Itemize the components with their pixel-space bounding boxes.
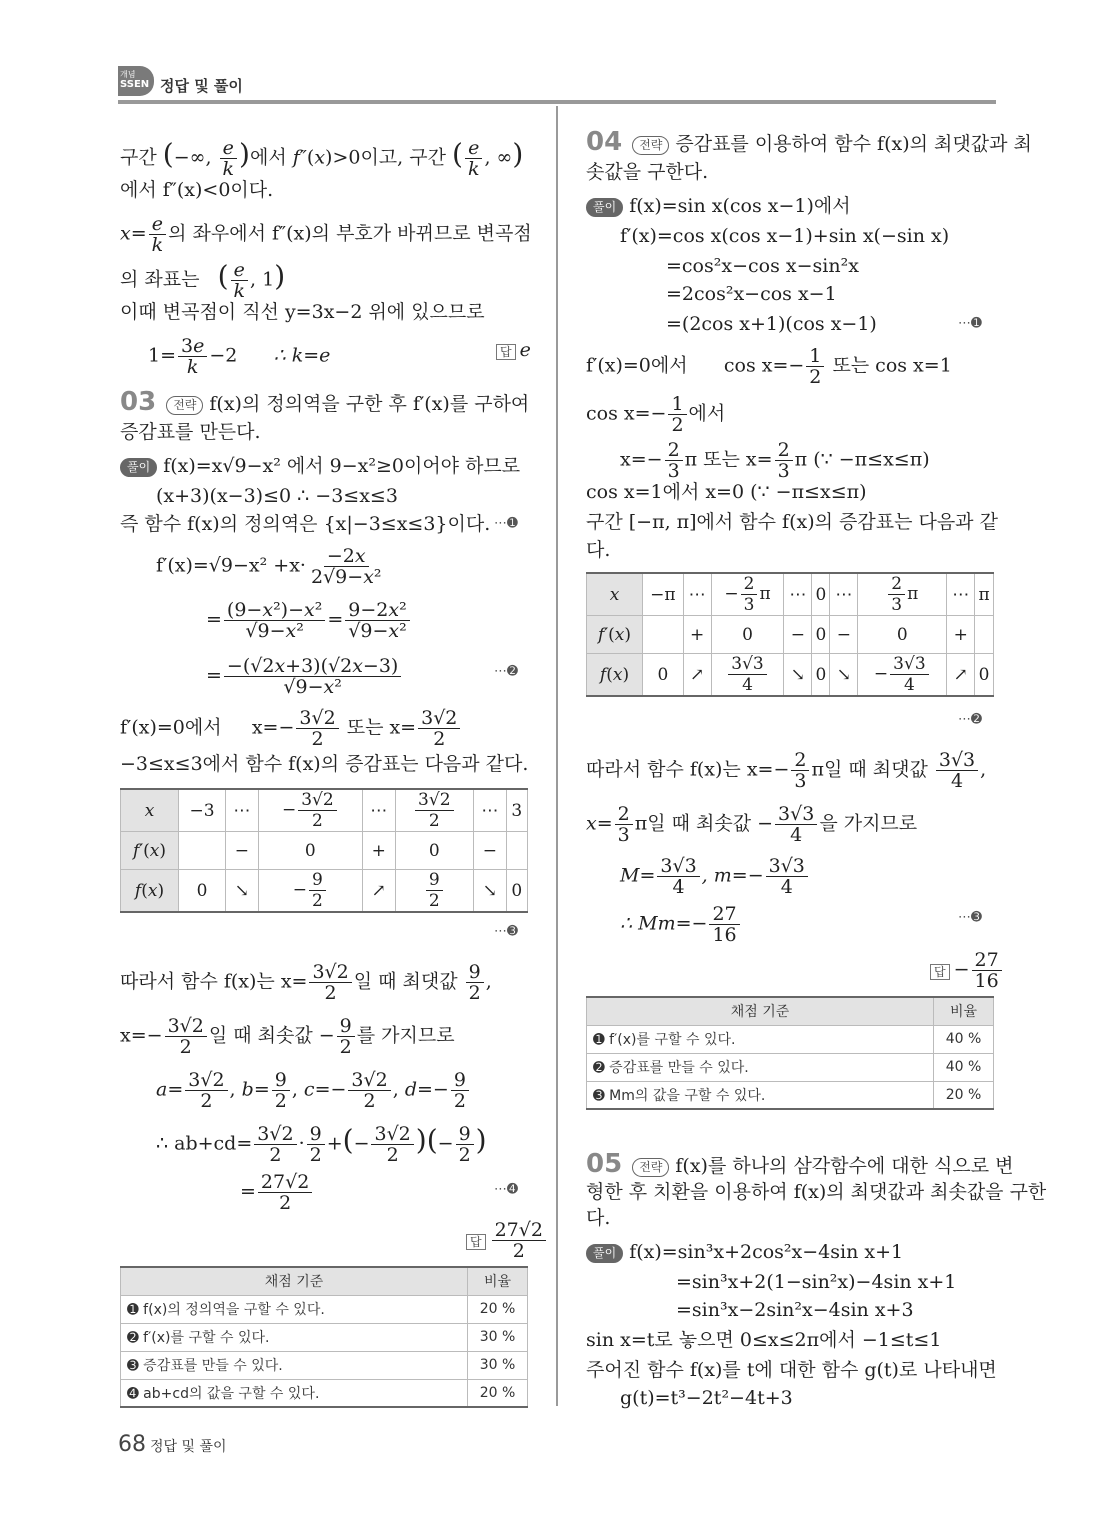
table-cell: 30 %: [468, 1351, 528, 1379]
table-intro: −3≤x≤3에서 함수 f(x)의 증감표는 다음과 같다.: [120, 753, 529, 775]
table-row: [587, 997, 994, 1025]
table-cell: f(x): [587, 654, 643, 697]
table-row: [587, 1081, 994, 1109]
text: ∴ ab+cd=: [156, 1132, 253, 1155]
table-cell: ➌ 증감표를 만들 수 있다.: [121, 1351, 468, 1379]
text: M=: [620, 864, 656, 887]
table-cell: 0: [643, 654, 684, 697]
table-cell: [179, 832, 226, 870]
text: f(x)=x√9−x² 에서 9−x²≥0이어야 하므로: [163, 455, 521, 477]
table-cell: ➋ f′(x)를 구할 수 있다.: [121, 1323, 468, 1351]
question-number: 05: [586, 1149, 623, 1179]
table-cell: 0: [395, 832, 474, 870]
q5-sol-4: sin x=t로 놓으면 0≤x≤2π에서 −1≤t≤1: [586, 1329, 942, 1351]
q5-text-2: 형한 후 치환을 이용하여 f(x)의 최댓값과 최솟값을 구한: [586, 1181, 1047, 1203]
table-cell: ➌ Mm의 값을 구할 수 있다.: [587, 1081, 934, 1109]
left-line-4: 의 좌표는 ( $\frac{e}{k}$ , 1): [120, 259, 286, 302]
answer-1: [496, 336, 531, 366]
answer-4: 답 − $\frac{27}{16}$: [930, 950, 1004, 991]
table-cell: $\frac{3√3}{4}$: [711, 654, 784, 697]
table-cell: −π: [643, 573, 684, 616]
table-cell: 0: [812, 573, 830, 616]
brand-logo: [118, 66, 154, 96]
table-cell: − $\frac{3√3}{4}$: [858, 654, 947, 697]
text: 또는 x=: [346, 716, 417, 739]
table-cell: −: [474, 832, 507, 870]
text: x=: [586, 812, 613, 835]
step-1: ⋯➊: [494, 516, 518, 531]
text: ∴ Mm=−: [620, 912, 708, 935]
table-cell: 0: [975, 654, 994, 697]
text: 일 때 최솟값 −: [208, 1024, 335, 1047]
q4-sol-5: =(2cos x+1)(cos x−1): [666, 313, 877, 335]
table-cell: f(x): [121, 870, 179, 913]
table-cell: ⋯: [947, 573, 975, 616]
text: 또는 cos x=1: [832, 354, 952, 377]
text: f(x)=sin x(cos x−1)에서: [629, 195, 851, 217]
table-cell: +: [947, 616, 975, 654]
table-cell: [975, 616, 994, 654]
q3-sol-3: 즉 함수 f(x)의 정의역은 {x|−3≤x≤3}이다.: [120, 513, 491, 535]
text: π일 때 최솟값 −: [634, 812, 774, 835]
table-cell: 30 %: [468, 1323, 528, 1351]
q4-sol-4: =2cos²x−cos x−1: [666, 283, 837, 305]
question-number: 03: [120, 387, 157, 417]
table-row: [587, 654, 994, 697]
table-cell: −: [784, 616, 812, 654]
page-footer: [118, 1432, 227, 1457]
text: π (∵ −π≤x≤π): [794, 448, 930, 471]
result-3: a= $\frac{3√2}{2}$ , b= $\frac{9}{2}$ , c=− $\frac{3√2}{2}$ , d=− $\frac{9}{2}$: [156, 1070, 471, 1111]
text: 따라서 함수 f(x)는 x=: [120, 970, 308, 993]
table-cell: ⋯: [830, 573, 858, 616]
table-cell: ⋯: [474, 789, 507, 832]
text: f′(x)=0에서: [120, 716, 222, 739]
table-cell: ↗: [947, 654, 975, 697]
table-cell: x: [121, 789, 179, 832]
table-cell: $\frac{9}{2}$: [395, 870, 474, 913]
table-cell: −: [226, 832, 259, 870]
left-line-1: 구간 (−∞, $\frac{e}{k}$ )에서 f″(x)>0이고, 구간 ( $\frac{e}{k}$ , ∞): [120, 137, 524, 180]
deriv-1: f′(x)=√9−x² +x· $\frac{-2x}{\text{2√9−x²}}$: [156, 545, 382, 588]
table-cell: ↗: [683, 654, 711, 697]
text: e: [519, 339, 531, 361]
table-cell: 20 %: [468, 1379, 528, 1407]
q5-sol-6: g(t)=t³−2t²−4t+3: [620, 1387, 793, 1409]
table-header: 채점 기준: [121, 1267, 468, 1295]
grading-criteria-table: [120, 1266, 528, 1408]
q5-sol-5: 주어진 함수 f(x)를 t에 대한 함수 g(t)로 나타내면: [586, 1359, 997, 1381]
strategy-tag: 전략: [632, 1158, 669, 1177]
step-3: ⋯➌: [494, 924, 518, 939]
answer-tag: 답: [496, 344, 516, 360]
text: 에서: [249, 146, 287, 169]
step-2: ⋯➋: [494, 664, 518, 679]
table-cell: ↘: [830, 654, 858, 697]
table-cell: 0: [179, 870, 226, 913]
q4-sol-1: [586, 192, 851, 220]
text: f(x)=sin³x+2cos²x−4sin x+1: [629, 1241, 904, 1263]
table-cell: 40 %: [934, 1025, 994, 1053]
solution-tag: 풀이: [586, 198, 623, 217]
text: 을 가지므로: [819, 812, 918, 835]
text: , m=−: [701, 864, 764, 887]
q4-text-2: 솟값을 구한다.: [586, 161, 709, 183]
text: x=−: [620, 448, 663, 471]
table-row: [121, 870, 528, 913]
question-number: 04: [586, 127, 623, 157]
table-row: [587, 573, 994, 616]
text: cos x=−: [723, 354, 805, 377]
table-cell: f′(x): [121, 832, 179, 870]
table-cell: − $\frac{2}{3}$ π: [711, 573, 784, 616]
table-cell: − $\frac{3√2}{2}$: [258, 789, 362, 832]
logo-top: 개념: [120, 70, 136, 79]
table-cell: x: [587, 573, 643, 616]
header-rule: [118, 100, 996, 104]
left-line-2: 에서 f″(x)<0이다.: [120, 179, 274, 201]
table-cell: 0: [506, 870, 527, 913]
q4-result-1: 따라서 함수 f(x)는 x=− $\frac{2}{3}$ π일 때 최댓값 $\frac{3√3}{4}$ ,: [586, 749, 987, 792]
q5-sol-3: =sin³x−2sin²x−4sin x+3: [676, 1299, 914, 1321]
table-cell: ↘: [474, 870, 507, 913]
table-cell: −: [830, 616, 858, 654]
text: 구간: [120, 146, 157, 169]
step-2: ⋯➋: [958, 712, 982, 727]
step-3: ⋯➌: [958, 910, 982, 925]
text: 이고, 구간: [360, 146, 446, 169]
text: π일 때 최댓값: [811, 758, 928, 781]
text: 따라서 함수 f(x)는 x=−: [586, 758, 790, 781]
left-line-6: 1= $\frac{3e}{k}$ −2 ∴ k=e: [148, 335, 331, 378]
q5-sol-2: =sin³x+2(1−sin²x)−4sin x+1: [676, 1271, 957, 1293]
table-cell: f′(x): [587, 616, 643, 654]
table-cell: 0: [858, 616, 947, 654]
q3-text-2: 증감표를 만든다.: [120, 421, 261, 443]
q4-heading: [586, 128, 1032, 158]
table-cell: − $\frac{9}{2}$: [258, 870, 362, 913]
strategy-tag: 전략: [632, 136, 669, 155]
grading-criteria-table-2: [586, 996, 994, 1110]
q5-text-3: 다.: [586, 1207, 611, 1229]
logo-bottom: SSEN: [120, 79, 150, 90]
answer-tag: 답: [930, 964, 950, 980]
text: ∴ k=e: [273, 344, 331, 367]
table-cell: ➍ ab+cd의 값을 구할 수 있다.: [121, 1379, 468, 1407]
answer-tag: 답: [466, 1234, 486, 1250]
step-1: ⋯➊: [958, 316, 982, 331]
q4-zero: f′(x)=0에서 cos x=− $\frac{1}{2}$ 또는 cos x=1: [586, 345, 952, 388]
text: 를 가지므로: [356, 1024, 455, 1047]
q4-x: x=− $\frac{2}{3}$ π 또는 x= $\frac{2}{3}$ π (∵ −π≤x≤π): [620, 439, 930, 482]
table-cell: 20 %: [468, 1295, 528, 1323]
table-header: 비율: [934, 997, 994, 1025]
q3-sol-2: (x+3)(x−3)≤0 ∴ −3≤x≤3: [156, 485, 398, 507]
table-cell: +: [362, 832, 395, 870]
text: f(x)의 정의역을 구한 후 f′(x)를 구하여: [209, 393, 530, 415]
table-row: [587, 1053, 994, 1081]
table-cell: ➊ f(x)의 정의역을 구할 수 있다.: [121, 1295, 468, 1323]
text: 일 때 최댓값: [353, 970, 458, 993]
zero-line: f′(x)=0에서 x=− $\frac{3√2}{2}$ 또는 x= $\frac{3√2}{2}$: [120, 708, 462, 749]
solution-tag: 풀이: [120, 458, 157, 477]
table-cell: 3: [506, 789, 527, 832]
table-cell: ➋ 증감표를 만들 수 있다.: [587, 1053, 934, 1081]
table-row: [121, 1267, 528, 1295]
text: 에서: [688, 402, 726, 425]
table-cell: ⋯: [226, 789, 259, 832]
result-1: 따라서 함수 f(x)는 x= $\frac{3√2}{2}$ 일 때 최댓값 $\frac{9}{2}$ ,: [120, 961, 492, 1004]
table-row: [121, 1379, 528, 1407]
text: x=−: [120, 1024, 163, 1047]
table-cell: 40 %: [934, 1053, 994, 1081]
left-line-3: x= $\frac{e}{k}$ 의 좌우에서 f″(x)의 부호가 바뀌므로 변곡점: [120, 213, 532, 256]
increase-decrease-table-2: [586, 572, 994, 697]
strategy-tag: 전략: [166, 396, 203, 415]
table-header: 채점 기준: [587, 997, 934, 1025]
header-title: 정답 및 풀이: [160, 77, 243, 95]
table-cell: ⋯: [683, 573, 711, 616]
table-cell: 0: [812, 616, 830, 654]
table-cell: −3: [179, 789, 226, 832]
step-4: ⋯➍: [494, 1182, 518, 1197]
table-cell: π: [975, 573, 994, 616]
table-cell: ⋯: [784, 573, 812, 616]
left-line-5: 이때 변곡점이 직선 y=3x−2 위에 있으므로: [120, 301, 485, 323]
deriv-3: = $\frac{-(√2x+3)(√2x-3)}{\text{√9−x²}}$: [206, 656, 403, 697]
q4-cos1: cos x=− $\frac{1}{2}$ 에서: [586, 393, 726, 436]
q4-interval-2: 다.: [586, 539, 611, 561]
table-cell: ↘: [226, 870, 259, 913]
table-cell: +: [683, 616, 711, 654]
table-row: [121, 789, 528, 832]
answer-3: 답 $\frac{27√2}{2}$: [466, 1220, 548, 1261]
text: 의 좌우에서 f″(x)의 부호가 바뀌므로 변곡점: [168, 222, 532, 245]
solution-tag: 풀이: [586, 1244, 623, 1263]
table-row: [121, 832, 528, 870]
deriv-2: = $\frac{\text{(9−x²)−x²}}{\text{√9−x²}}$ = $\frac{\text{9−2x²}}{\text{√9−x²}}$: [206, 600, 412, 641]
q4-interval: 구간 [−π, π]에서 함수 f(x)의 증감표는 다음과 같: [586, 511, 998, 533]
text: f(x)를 하나의 삼각함수에 대한 식으로 변: [675, 1155, 1014, 1177]
increase-decrease-table: [120, 788, 528, 913]
result-4: ∴ ab+cd= $\frac{3√2}{2}$ · $\frac{9}{2}$ +(− $\frac{3√2}{2}$ )(− $\frac{9}{2}$ ): [156, 1123, 487, 1166]
q4-sol-3: =cos²x−cos x−sin²x: [666, 255, 859, 277]
table-row: [121, 1351, 528, 1379]
text: 증감표를 이용하여 함수 f(x)의 최댓값과 최: [675, 133, 1032, 155]
result-2: x=− $\frac{3√2}{2}$ 일 때 최솟값 − $\frac{9}{2}$ 를 가지므로: [120, 1015, 455, 1058]
result-5: = $\frac{27√2}{2}$: [240, 1172, 314, 1213]
table-row: [121, 1295, 528, 1323]
table-cell: ↘: [784, 654, 812, 697]
text: x=−: [251, 716, 295, 739]
q4-result-3: M= $\frac{3√3}{4}$ , m=− $\frac{3√3}{4}$: [620, 856, 810, 897]
text: f′(x)=√9−x² +x·: [156, 554, 306, 577]
text: 의 좌표는: [120, 268, 200, 291]
page-number: 68: [118, 1432, 146, 1457]
table-row: [121, 1323, 528, 1351]
table-cell: 0: [258, 832, 362, 870]
table-header: 비율: [468, 1267, 528, 1295]
table-cell: [643, 616, 684, 654]
table-cell: ↗: [362, 870, 395, 913]
text: π 또는 x=: [684, 448, 773, 471]
table-cell: [506, 832, 527, 870]
footer-text: 정답 및 풀이: [150, 1439, 227, 1455]
column-divider: [556, 106, 558, 1406]
page-header: [118, 66, 996, 104]
table-cell: ⋯: [362, 789, 395, 832]
table-cell: $\frac{2}{3}$ π: [858, 573, 947, 616]
table-cell: ➊ f′(x)를 구할 수 있다.: [587, 1025, 934, 1053]
table-cell: $\frac{3√2}{2}$: [395, 789, 474, 832]
text: =: [240, 1180, 256, 1203]
table-cell: 0: [711, 616, 784, 654]
q3-sol-1: [120, 452, 520, 480]
table-cell: 0: [812, 654, 830, 697]
q5-sol-1: [586, 1238, 903, 1266]
q4-sol-2: f′(x)=cos x(cos x−1)+sin x(−sin x): [620, 225, 950, 247]
table-row: [587, 1025, 994, 1053]
q4-result-4: ∴ Mm=− $\frac{27}{16}$: [620, 904, 742, 945]
table-row: [587, 616, 994, 654]
q5-heading: [586, 1150, 1013, 1180]
table-cell: 20 %: [934, 1081, 994, 1109]
text: a=: [156, 1078, 184, 1101]
text: cos x=−: [586, 402, 667, 425]
text: f′(x)=0에서: [586, 354, 688, 377]
q4-cos2: cos x=1에서 x=0 (∵ −π≤x≤π): [586, 481, 867, 503]
q3-heading: [120, 388, 529, 418]
q4-result-2: x= $\frac{2}{3}$ π일 때 최솟값 − $\frac{3√3}{4}$ 을 가지므로: [586, 803, 918, 846]
